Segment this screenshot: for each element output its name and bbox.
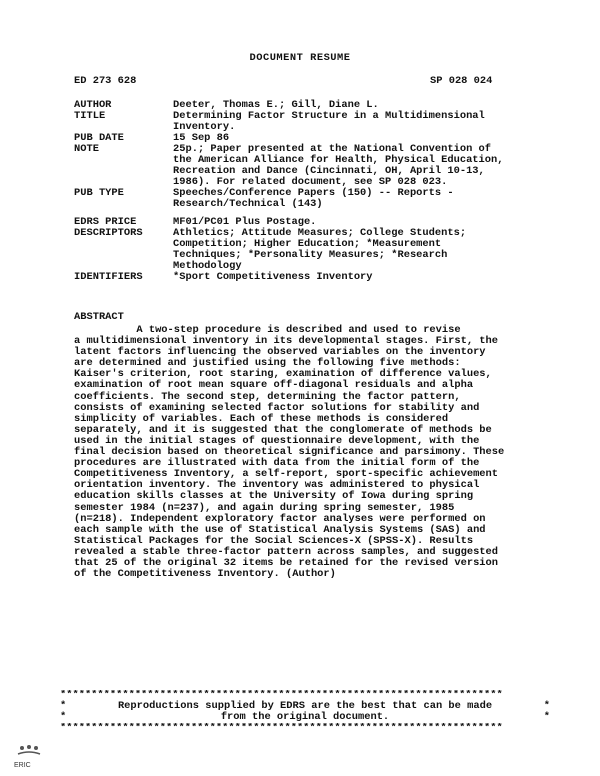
notice-row-2	[60, 712, 550, 723]
field-note	[74, 144, 564, 188]
field-label: AUTHOR	[74, 99, 112, 111]
notice-line-2: from the original document.	[220, 711, 390, 723]
star-right: *	[543, 700, 550, 712]
field-value: *Sport Competitiveness Inventory	[173, 271, 373, 283]
field-title	[74, 111, 564, 133]
abstract-label: ABSTRACT	[74, 311, 124, 323]
field-label: PUB TYPE	[74, 187, 124, 199]
ed-number: ED 273 628	[74, 75, 137, 87]
notice-line-1: Reproductions supplied by EDRS are the best that can be made	[117, 700, 493, 712]
eric-logo-text: ERIC	[14, 762, 31, 769]
abstract-text: A two-step procedure is described and used to revise a multidimensional inventory in its developmental stages. First, the latent factors influencing the observed variables on the inventory are determined and justified using the following five methods: Kaiser's criterion, root staring, examination of difference values, examination of root mean square off-diagonal residuals and alpha coefficients. The second step, determining the factor pattern, consists of examining selected factor solutions for stability and simplicity of variables. Each of these methods is considered separately, and it is suggested that the conglomerate of methods be used in the initial stages of questionnaire development, with the final decision based on theoretical significance and parsimony. These procedures are illustrated with data from the initial form of the Competitiveness Inventory, a self-report, sport-specific achievement orientation inventory. The inventory was administered to physical education skills classes at the University of Iowa during spring semester 1984 (n=237), and again during spring semester, 1985 (n=218). Independent exploratory factor analyses were performed on each sample with the use of Statistical Analysis Systems (SAS) and Statistical Packages for the Social Sciences-X (SPSS-X). Results revealed a stable three-factor pattern across samples, and suggested that 25 of the original 32 items be retained for the revised version of the Competitiveness Inventory. (Author)	[74, 324, 505, 581]
field-value: Deeter, Thomas E.; Gill, Diane L.	[173, 99, 379, 111]
field-identifiers	[74, 272, 564, 283]
field-value: 15 Sep 86	[173, 132, 230, 144]
field-label: NOTE	[74, 143, 99, 155]
field-label: TITLE	[74, 110, 106, 122]
star-right: *	[543, 711, 550, 723]
star-border-bottom: ***********************************************************************	[60, 723, 503, 734]
field-label: IDENTIFIERS	[74, 271, 143, 283]
star-border-top: ***********************************************************************	[60, 690, 503, 701]
reproduction-notice	[60, 690, 550, 734]
star-left: *	[60, 700, 67, 712]
field-value: Speeches/Conference Papers (150) -- Reports - Research/Technical (143)	[173, 187, 454, 210]
field-descriptors	[74, 228, 564, 272]
sp-number: SP 028 024	[430, 75, 493, 87]
field-pub-type	[74, 188, 564, 210]
field-value: Athletics; Attitude Measures; College Students; Competition; Higher Education; *Measurement Techniques; *Personality Measures; *Research Methodology	[173, 227, 467, 272]
field-value: MF01/PC01 Plus Postage.	[173, 216, 317, 228]
bibliographic-fields	[74, 100, 564, 283]
field-value: Determining Factor Structure in a Multidimensional Inventory.	[173, 110, 485, 133]
field-value: 25p.; Paper presented at the National Convention of the American Alliance for Health, Physical Education, Recreation and Dance (Cincinnati, OH, April 10-13, 1986). For related document, see SP 028 023.	[173, 143, 504, 188]
field-label: DESCRIPTORS	[74, 227, 143, 239]
field-label: EDRS PRICE	[74, 216, 137, 228]
field-label: PUB DATE	[74, 132, 124, 144]
star-left: *	[60, 711, 67, 723]
document-title: DOCUMENT RESUME	[249, 52, 351, 64]
